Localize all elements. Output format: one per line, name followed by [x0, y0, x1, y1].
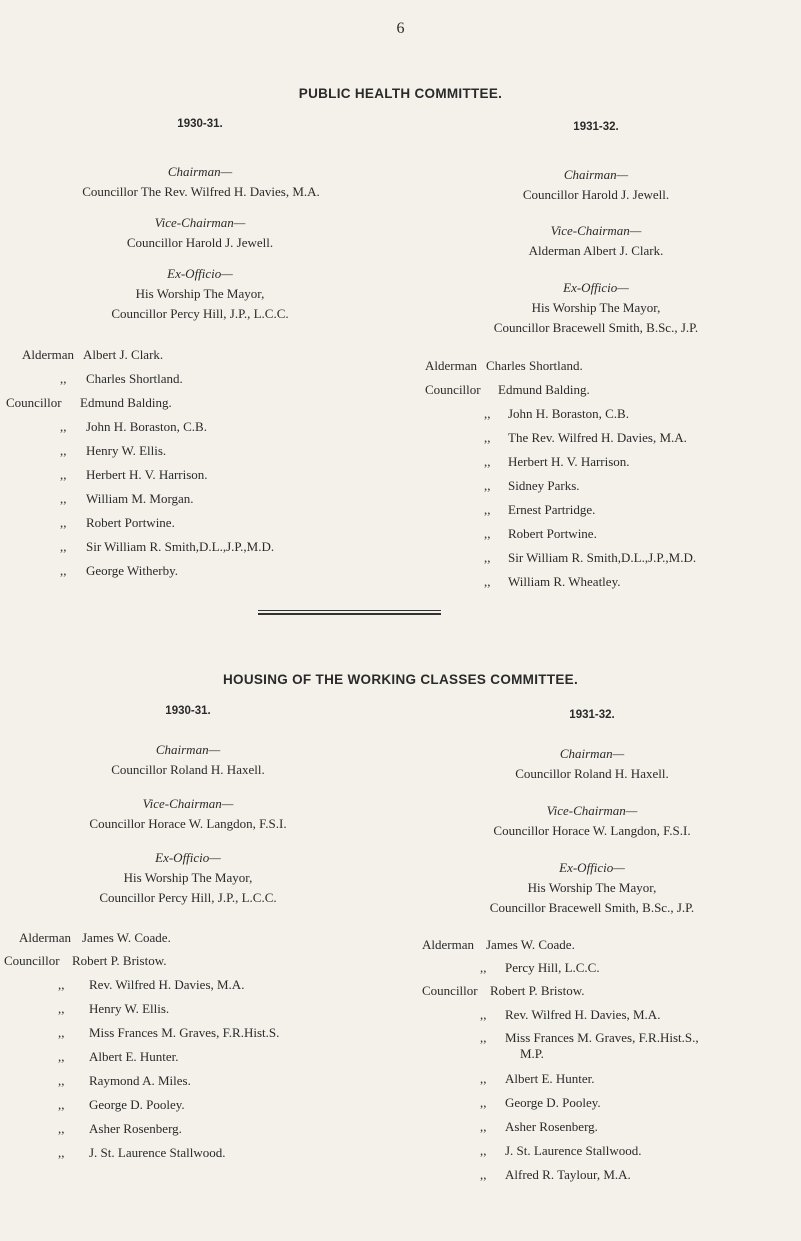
ph-left-member: ,, George Witherby.	[60, 563, 179, 578]
hw-left-member: Councillor Robert P. Bristow.	[4, 953, 167, 968]
hw-right-chairman-role: Chairman—	[559, 746, 625, 761]
hw-right-member: ,, Rev. Wilfred H. Davies, M.A.	[480, 1007, 661, 1022]
ph-right-member: Councillor Edmund Balding.	[425, 382, 590, 397]
ph-left-member: ,, Herbert H. V. Harrison.	[60, 467, 208, 482]
public-health-title: PUBLIC HEALTH COMMITTEE.	[298, 86, 503, 101]
hw-left-member: ,, Raymond A. Miles.	[58, 1073, 191, 1088]
ph-left-member: ,, Charles Shortland.	[60, 371, 183, 386]
hw-right-member: ,, J. St. Laurence Stallwood.	[480, 1143, 642, 1158]
ph-right-exofficio-1: His Worship The Mayor,	[531, 300, 661, 315]
ph-left-member: ,, Robert Portwine.	[60, 515, 175, 530]
ph-left-year: 1930-31.	[177, 118, 223, 130]
ph-left-vice: Councillor Harold J. Jewell.	[126, 235, 274, 250]
hw-right-exofficio-2: Councillor Bracewell Smith, B.Sc., J.P.	[489, 900, 695, 915]
hw-left-member: ,, Rev. Wilfred H. Davies, M.A.	[58, 977, 245, 992]
ph-right-member: Alderman Charles Shortland.	[425, 358, 583, 373]
ph-left-exofficio-2: Councillor Percy Hill, J.P., L.C.C.	[111, 306, 289, 321]
ph-right-member: ,, William R. Wheatley.	[484, 574, 621, 589]
ph-right-member: ,, The Rev. Wilfred H. Davies, M.A.	[484, 430, 687, 445]
ph-right-member: ,, Ernest Partridge.	[484, 502, 596, 517]
hw-right-exofficio-role: Ex-Officio—	[559, 860, 625, 875]
ph-left-exofficio-1: His Worship The Mayor,	[135, 286, 265, 301]
hw-left-exofficio-1: His Worship The Mayor,	[123, 870, 253, 885]
ph-left-chairman: Councillor The Rev. Wilfred H. Davies, M.A.	[82, 184, 320, 199]
ph-left-member: ,, Henry W. Ellis.	[60, 443, 167, 458]
ph-right-exofficio-role: Ex-Officio—	[563, 280, 629, 295]
ph-right-member: ,, John H. Boraston, C.B.	[484, 406, 629, 421]
hw-left-year: 1930-31.	[165, 705, 211, 717]
page-number: 6	[396, 20, 405, 37]
hw-right-member: ,, Albert E. Hunter.	[480, 1071, 595, 1086]
hw-left-member: ,, Albert E. Hunter.	[58, 1049, 179, 1064]
hw-right-member: M.P.	[520, 1046, 544, 1061]
ph-right-vice: Alderman Albert J. Clark.	[528, 243, 664, 258]
hw-right-year: 1931-32.	[569, 709, 615, 721]
hw-left-member: ,, Miss Frances M. Graves, F.R.Hist.S.	[58, 1025, 280, 1040]
hw-right-vice: Councillor Horace W. Langdon, F.S.I.	[493, 823, 691, 838]
hw-right-exofficio-1: His Worship The Mayor,	[527, 880, 657, 895]
ph-right-member: ,, Herbert H. V. Harrison.	[484, 454, 630, 469]
hw-right-chairman: Councillor Roland H. Haxell.	[515, 766, 669, 781]
ph-right-year: 1931-32.	[573, 121, 619, 133]
hw-right-member: Councillor Robert P. Bristow.	[422, 983, 585, 998]
hw-right-member: ,, Alfred R. Taylour, M.A.	[480, 1167, 631, 1182]
hw-left-vice-role: Vice-Chairman—	[142, 796, 234, 811]
ph-left-member: ,, John H. Boraston, C.B.	[60, 419, 207, 434]
ph-right-vice-role: Vice-Chairman—	[550, 223, 642, 238]
hw-left-vice: Councillor Horace W. Langdon, F.S.I.	[89, 816, 287, 831]
hw-left-member: ,, Asher Rosenberg.	[58, 1121, 182, 1136]
hw-right-member: ,, George D. Pooley.	[480, 1095, 601, 1110]
ph-left-exofficio-role: Ex-Officio—	[167, 266, 233, 281]
ph-right-chairman-role: Chairman—	[563, 167, 629, 182]
ph-left-member: Councillor Edmund Balding.	[6, 395, 172, 410]
hw-left-member: Alderman James W. Coade.	[19, 930, 171, 945]
hw-left-member: ,, Henry W. Ellis.	[58, 1001, 170, 1016]
hw-right-member: ,, Asher Rosenberg.	[480, 1119, 598, 1134]
section-divider-thin	[258, 610, 441, 611]
ph-left-chairman-role: Chairman—	[167, 164, 233, 179]
ph-right-chairman: Councillor Harold J. Jewell.	[522, 187, 670, 202]
hw-right-member: ,, Miss Frances M. Graves, F.R.Hist.S.,	[480, 1030, 699, 1045]
hw-left-exofficio-role: Ex-Officio—	[155, 850, 221, 865]
hw-left-chairman: Councillor Roland H. Haxell.	[111, 762, 265, 777]
hw-right-member: ,, Percy Hill, L.C.C.	[480, 960, 600, 975]
ph-right-member: ,, Robert Portwine.	[484, 526, 597, 541]
hw-left-exofficio-2: Councillor Percy Hill, J.P., L.C.C.	[99, 890, 277, 905]
hw-left-member: ,, George D. Pooley.	[58, 1097, 185, 1112]
ph-right-exofficio-2: Councillor Bracewell Smith, B.Sc., J.P.	[493, 320, 699, 335]
ph-right-member: ,, Sir William R. Smith,D.L.,J.P.,M.D.	[484, 550, 697, 565]
ph-left-member: Alderman Albert J. Clark.	[22, 347, 164, 362]
hw-left-member: ,, J. St. Laurence Stallwood.	[58, 1145, 226, 1160]
ph-left-vice-role: Vice-Chairman—	[154, 215, 246, 230]
hw-right-vice-role: Vice-Chairman—	[546, 803, 638, 818]
section-divider-thick	[258, 613, 441, 615]
ph-right-member: ,, Sidney Parks.	[484, 478, 580, 493]
ph-left-member: ,, William M. Morgan.	[60, 491, 194, 506]
hw-left-chairman-role: Chairman—	[155, 742, 221, 757]
housing-title: HOUSING OF THE WORKING CLASSES COMMITTEE.	[222, 672, 579, 687]
hw-right-member: Alderman James W. Coade.	[422, 937, 575, 952]
ph-left-member: ,, Sir William R. Smith,D.L.,J.P.,M.D.	[60, 539, 275, 554]
